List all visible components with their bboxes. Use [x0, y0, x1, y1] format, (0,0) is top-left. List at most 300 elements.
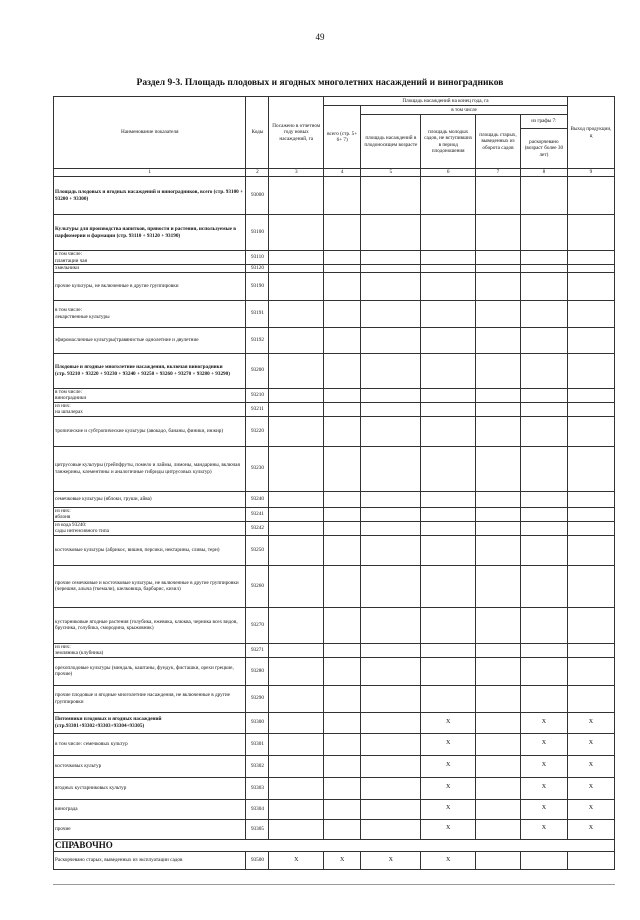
value-cell [269, 177, 324, 215]
value-cell: X [361, 851, 421, 869]
value-cell [324, 507, 361, 521]
value-cell [567, 657, 614, 685]
column-number: 2 [246, 169, 269, 177]
header-code: Коды [246, 97, 269, 169]
value-cell [361, 819, 421, 839]
value-cell [324, 300, 361, 327]
value-cell [269, 265, 324, 273]
value-cell: X [567, 799, 614, 819]
page-bottom-rule [53, 884, 615, 885]
table-row [54, 777, 615, 799]
value-cell: X [421, 755, 476, 777]
value-cell [421, 416, 476, 446]
value-cell [520, 300, 567, 327]
value-cell [361, 521, 421, 535]
value-cell [361, 251, 421, 265]
value-cell [269, 607, 324, 643]
row-code: 93304 [246, 799, 269, 819]
value-cell [269, 733, 324, 755]
table-row [54, 272, 615, 300]
value-cell [520, 521, 567, 535]
row-name: из них: на шпалерах [54, 402, 246, 416]
value-cell [361, 265, 421, 273]
value-cell [324, 265, 361, 273]
header-planted: Посажено в отчетном году новых насаждений, га [269, 97, 324, 169]
header-from-col7: из графы 7: [520, 115, 567, 129]
table-row [54, 819, 615, 839]
column-number: 7 [476, 169, 521, 177]
value-cell [567, 607, 614, 643]
value-cell [520, 851, 567, 869]
row-name: прочие плодовые и ягодные многолетние насаждения, не включенные в другие группировки [54, 685, 246, 712]
value-cell [476, 446, 521, 491]
value-cell [324, 535, 361, 565]
row-code: 93242 [246, 521, 269, 535]
row-code: 93270 [246, 607, 269, 643]
value-cell [520, 491, 567, 507]
value-cell [567, 851, 614, 869]
value-cell [324, 215, 361, 251]
value-cell [520, 402, 567, 416]
value-cell [324, 799, 361, 819]
row-name: из кода 93240: сады интенсивного типа [54, 521, 246, 535]
value-cell [520, 265, 567, 273]
value-cell [269, 272, 324, 300]
value-cell [324, 755, 361, 777]
value-cell: X [567, 712, 614, 733]
row-code: 93192 [246, 327, 269, 353]
value-cell [567, 327, 614, 353]
value-cell [476, 733, 521, 755]
row-code: 93240 [246, 491, 269, 507]
value-cell [476, 657, 521, 685]
table-row [54, 265, 615, 273]
table-row [54, 353, 615, 388]
row-code: 93210 [246, 388, 269, 402]
table-row [54, 535, 615, 565]
value-cell [520, 388, 567, 402]
row-name: ягодных кустарниковых культур [54, 777, 246, 799]
header-including: в том числе [361, 106, 568, 115]
row-code: 93302 [246, 755, 269, 777]
value-cell: X [520, 733, 567, 755]
header-bearing: площадь молодых садов, не вступивших в период плодоношения [421, 115, 476, 169]
row-name: винограда [54, 799, 246, 819]
table-row [54, 446, 615, 491]
value-cell [567, 353, 614, 388]
value-cell [421, 353, 476, 388]
row-name: Плодовые и ягодные многолетние насаждения, включая виноградники (стр. 93210 + 93220 + 93230 + 93240 + 93250 + 93260 + 93270 + 93280 + 93290) [54, 353, 246, 388]
row-code: 93301 [246, 733, 269, 755]
value-cell [476, 491, 521, 507]
value-cell [421, 177, 476, 215]
row-code: 93000 [246, 177, 269, 215]
value-cell [269, 685, 324, 712]
value-cell [520, 565, 567, 607]
value-cell [324, 327, 361, 353]
value-cell [567, 535, 614, 565]
value-cell [324, 353, 361, 388]
value-cell [421, 521, 476, 535]
table-row [54, 712, 615, 733]
row-code: 93280 [246, 657, 269, 685]
value-cell [421, 265, 476, 273]
row-code: 93271 [246, 643, 269, 657]
value-cell [269, 819, 324, 839]
value-cell [324, 643, 361, 657]
row-name: Культуры для производства напитков, пряности и растения, используемые в парфюмерии и фармации (стр. 93110 + 93120 + 93190) [54, 215, 246, 251]
row-name: прочие культуры, не включенные в другие группировки [54, 272, 246, 300]
column-number: 8 [520, 169, 567, 177]
value-cell [520, 607, 567, 643]
value-cell [567, 388, 614, 402]
table-row [54, 851, 615, 869]
value-cell [421, 327, 476, 353]
row-name: косточковые культуры (абрикос, вишня, персики, нектарины, сливы, терн) [54, 535, 246, 565]
value-cell [567, 251, 614, 265]
value-cell [520, 416, 567, 446]
row-code: 93260 [246, 565, 269, 607]
row-code: 93241 [246, 507, 269, 521]
table-row [54, 657, 615, 685]
value-cell [421, 272, 476, 300]
value-cell [421, 607, 476, 643]
table-row [54, 402, 615, 416]
row-code: 93200 [246, 353, 269, 388]
row-name: Раскорчевано старых, выведенных из эксплуатации садов [54, 851, 246, 869]
value-cell [476, 521, 521, 535]
value-cell [324, 565, 361, 607]
header-uprooted: раскорчевано (возраст более 30 лет) [520, 129, 567, 169]
value-cell [567, 565, 614, 607]
row-name: эфиромасличные культуры(травянистые однолетние и двулетние [54, 327, 246, 353]
row-name: прочие семечковые и косточковые культуры, не включенные в другие группировки (черешня, алыча (ткемали), шелковица, барбарис, кизил) [54, 565, 246, 607]
value-cell [520, 507, 567, 521]
row-name: в том числе: семечковых культур [54, 733, 246, 755]
row-code: 93120 [246, 265, 269, 273]
value-cell: X [421, 733, 476, 755]
header-area-group: Площадь насаждений на конец года, га [324, 97, 568, 106]
value-cell [361, 402, 421, 416]
value-cell [476, 215, 521, 251]
row-code: 93190 [246, 272, 269, 300]
value-cell [421, 507, 476, 521]
value-cell [476, 416, 521, 446]
column-number: 4 [324, 169, 361, 177]
value-cell [476, 755, 521, 777]
value-cell [361, 353, 421, 388]
section-title: Раздел 9-3. Площадь плодовых и ягодных многолетних насаждений и виноградников [136, 78, 504, 88]
value-cell [324, 685, 361, 712]
value-cell [421, 491, 476, 507]
value-cell [324, 272, 361, 300]
reference-label-row [54, 839, 615, 851]
value-cell [520, 657, 567, 685]
value-cell [520, 535, 567, 565]
row-name: кустарниковые ягодные растения (голубика, ежевика, клюква, черника всех видов, брусника, голубика, смородина, крыжовник) [54, 607, 246, 643]
value-cell [324, 521, 361, 535]
value-cell: X [520, 755, 567, 777]
value-cell [361, 272, 421, 300]
column-number: 1 [54, 169, 246, 177]
value-cell [476, 777, 521, 799]
row-code: 93250 [246, 535, 269, 565]
value-cell [361, 712, 421, 733]
value-cell [269, 388, 324, 402]
row-code: 93191 [246, 300, 269, 327]
value-cell [421, 251, 476, 265]
value-cell [476, 251, 521, 265]
value-cell [361, 607, 421, 643]
value-cell [421, 685, 476, 712]
value-cell [324, 712, 361, 733]
value-cell: X [421, 799, 476, 819]
row-code: 93230 [246, 446, 269, 491]
value-cell [567, 446, 614, 491]
value-cell [476, 607, 521, 643]
value-cell [567, 265, 614, 273]
column-number: 6 [421, 169, 476, 177]
row-code: 93305 [246, 819, 269, 839]
value-cell [269, 327, 324, 353]
row-name: в том числе: плантации чая [54, 251, 246, 265]
value-cell [361, 446, 421, 491]
value-cell [269, 507, 324, 521]
value-cell [567, 685, 614, 712]
value-cell [476, 265, 521, 273]
value-cell: X [567, 733, 614, 755]
header-old: площадь старых, выведенных из оборота садов [476, 115, 521, 169]
row-code: 93303 [246, 777, 269, 799]
value-cell [269, 521, 324, 535]
table-row [54, 327, 615, 353]
value-cell [421, 657, 476, 685]
table-row [54, 507, 615, 521]
value-cell [269, 416, 324, 446]
value-cell: X [269, 851, 324, 869]
table-row [54, 251, 615, 265]
value-cell [269, 755, 324, 777]
value-cell [421, 535, 476, 565]
value-cell [361, 491, 421, 507]
table-row [54, 799, 615, 819]
value-cell [520, 327, 567, 353]
value-cell [269, 491, 324, 507]
value-cell: X [520, 712, 567, 733]
value-cell [269, 446, 324, 491]
value-cell [269, 535, 324, 565]
row-name: в том числе: лекарственные культуры [54, 300, 246, 327]
value-cell [361, 535, 421, 565]
value-cell [361, 300, 421, 327]
value-cell [269, 215, 324, 251]
value-cell [269, 657, 324, 685]
table-row [54, 388, 615, 402]
value-cell [476, 300, 521, 327]
value-cell [476, 565, 521, 607]
value-cell [476, 507, 521, 521]
value-cell [324, 777, 361, 799]
value-cell [476, 819, 521, 839]
value-cell [324, 251, 361, 265]
value-cell [476, 272, 521, 300]
value-cell [269, 777, 324, 799]
value-cell [567, 300, 614, 327]
value-cell: X [421, 777, 476, 799]
value-cell [324, 388, 361, 402]
value-cell: X [520, 799, 567, 819]
value-cell [421, 402, 476, 416]
value-cell [520, 446, 567, 491]
column-number: 5 [361, 169, 421, 177]
table-row [54, 755, 615, 777]
value-cell [476, 799, 521, 819]
value-cell [476, 353, 521, 388]
value-cell [421, 300, 476, 327]
value-cell [567, 215, 614, 251]
row-name: косточковых культур [54, 755, 246, 777]
value-cell [361, 643, 421, 657]
table-row [54, 607, 615, 643]
value-cell [476, 402, 521, 416]
value-cell [476, 643, 521, 657]
value-cell [324, 733, 361, 755]
value-cell [520, 272, 567, 300]
value-cell [567, 416, 614, 446]
table-row [54, 300, 615, 327]
table-row [54, 643, 615, 657]
row-code: 93220 [246, 416, 269, 446]
row-name: из них: земляника (клубника) [54, 643, 246, 657]
header-young: площадь насаждений в плодоносящем возрасте [361, 115, 421, 169]
value-cell [269, 402, 324, 416]
value-cell [269, 251, 324, 265]
value-cell [361, 799, 421, 819]
value-cell [421, 215, 476, 251]
value-cell [476, 177, 521, 215]
value-cell [361, 733, 421, 755]
value-cell [324, 402, 361, 416]
value-cell: X [520, 777, 567, 799]
value-cell [324, 446, 361, 491]
column-number: 3 [269, 169, 324, 177]
row-name: цитрусовые культуры (грейпфруты, помело и лаймы, лимоны, мандарины, включая танжерины, клементины и аналогичные гибриды цитрусовых культур) [54, 446, 246, 491]
value-cell: X [567, 755, 614, 777]
value-cell [520, 685, 567, 712]
value-cell [361, 215, 421, 251]
value-cell [324, 177, 361, 215]
value-cell [269, 353, 324, 388]
value-cell [520, 215, 567, 251]
value-cell [269, 799, 324, 819]
value-cell [421, 565, 476, 607]
table-row [54, 177, 615, 215]
value-cell [567, 491, 614, 507]
table-row [54, 491, 615, 507]
value-cell [567, 643, 614, 657]
value-cell [269, 643, 324, 657]
value-cell [567, 272, 614, 300]
row-code: 93300 [246, 712, 269, 733]
table-row [54, 215, 615, 251]
value-cell [476, 685, 521, 712]
value-cell [421, 388, 476, 402]
value-cell [324, 416, 361, 446]
value-cell: X [520, 819, 567, 839]
row-name: семечковые культуры (яблоки, груши, айва) [54, 491, 246, 507]
value-cell [361, 177, 421, 215]
value-cell [361, 507, 421, 521]
value-cell: X [567, 777, 614, 799]
header-yield: Выход продукции, ц [567, 97, 614, 169]
value-cell [476, 851, 521, 869]
value-cell [476, 388, 521, 402]
table-row [54, 565, 615, 607]
value-cell [324, 491, 361, 507]
row-code: 93500 [246, 851, 269, 869]
row-name: хмельники [54, 265, 246, 273]
row-name: орехоплодовые культуры (миндаль, каштаны, фундук, фисташки, орехи грецкие, прочие) [54, 657, 246, 685]
row-code: 93290 [246, 685, 269, 712]
value-cell [269, 565, 324, 607]
page-number: 49 [315, 32, 325, 42]
row-name: Питомники плодовых и ягодных насаждений (стр.93301+93302+93303+93304+93305) [54, 712, 246, 733]
value-cell [324, 819, 361, 839]
row-name: из них: яблоня [54, 507, 246, 521]
value-cell [520, 643, 567, 657]
row-code: 93110 [246, 251, 269, 265]
value-cell [361, 388, 421, 402]
value-cell [269, 712, 324, 733]
value-cell [361, 657, 421, 685]
row-code: 93100 [246, 215, 269, 251]
value-cell [476, 712, 521, 733]
value-cell [520, 177, 567, 215]
value-cell: X [421, 851, 476, 869]
value-cell [324, 657, 361, 685]
value-cell [476, 535, 521, 565]
row-name: Площадь плодовых и ягодных насаждений и виноградников, всего (стр. 93100 + 93200 + 93300) [54, 177, 246, 215]
value-cell [361, 565, 421, 607]
table-row [54, 685, 615, 712]
row-name: тропические и субтропические культуры (авокадо, бананы, финики, инжир) [54, 416, 246, 446]
header-total: всего (стр. 5+ 6+ 7) [324, 106, 361, 169]
value-cell: X [421, 712, 476, 733]
column-number-row [54, 169, 615, 177]
value-cell [361, 777, 421, 799]
value-cell [567, 521, 614, 535]
header-indicator: Наименование показателя [54, 97, 246, 169]
area-table [53, 96, 615, 870]
value-cell: X [567, 819, 614, 839]
reference-label: СПРАВОЧНО [54, 839, 615, 851]
value-cell [476, 327, 521, 353]
value-cell [567, 177, 614, 215]
value-cell [421, 643, 476, 657]
value-cell [520, 353, 567, 388]
value-cell [361, 416, 421, 446]
value-cell [567, 507, 614, 521]
value-cell [269, 300, 324, 327]
value-cell [361, 327, 421, 353]
value-cell [324, 607, 361, 643]
value-cell [520, 251, 567, 265]
table-row [54, 521, 615, 535]
row-name: в том числе: виноградники [54, 388, 246, 402]
value-cell [421, 446, 476, 491]
table-row [54, 733, 615, 755]
row-code: 93211 [246, 402, 269, 416]
